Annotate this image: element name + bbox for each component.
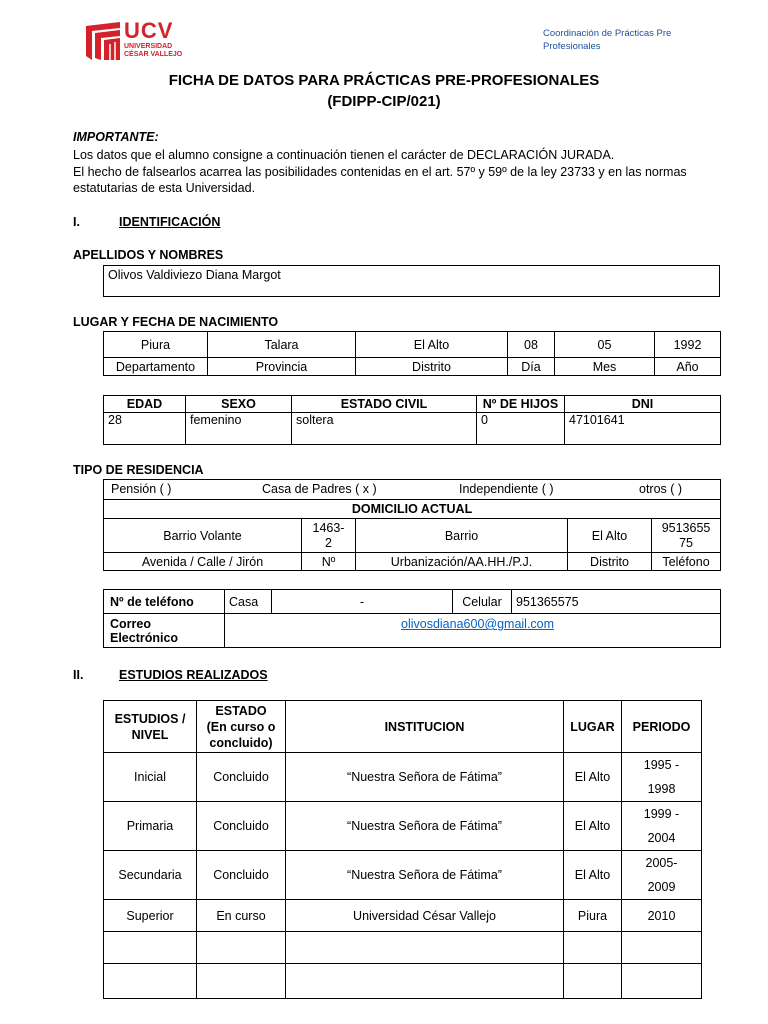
table-row	[104, 802, 702, 851]
section-number: I.	[73, 215, 80, 229]
table-row	[104, 753, 702, 802]
empty-cell	[197, 932, 286, 964]
caption: Distrito	[568, 553, 652, 571]
birth-table	[103, 331, 721, 376]
phone-label: Nº de teléfono	[104, 590, 225, 614]
caption: Avenida / Calle / Jirón	[104, 553, 302, 571]
table-row	[104, 851, 702, 900]
column-header: INSTITUCION	[286, 701, 564, 753]
status-cell: Concluido	[197, 802, 286, 851]
children-value: 0	[477, 413, 565, 445]
empty-cell	[197, 964, 286, 999]
column-header: ESTADO (En curso o concluido)	[197, 701, 286, 753]
notice-line: El hecho de falsearlos acarrea las posibilidades contenidas en el art. 57º y 59º de la ley 23733 y en las normas	[73, 164, 687, 179]
residence-options-row	[104, 480, 721, 500]
table-row	[104, 964, 702, 999]
option-parents-house: Casa de Padres ( x )	[262, 482, 377, 496]
column-header: PERIODO	[622, 701, 702, 753]
birth-month: 05	[555, 332, 655, 358]
empty-cell	[104, 932, 197, 964]
status-cell: Concluido	[197, 753, 286, 802]
column-header: DNI	[565, 396, 721, 413]
option-pension: Pensión ( )	[111, 482, 172, 496]
period-cell: 2010	[622, 900, 702, 932]
caption: Nº	[302, 553, 356, 571]
birth-day: 08	[508, 332, 555, 358]
home-label: Casa	[225, 590, 272, 614]
logo-subtitle	[124, 43, 182, 59]
email-cell	[225, 614, 721, 648]
column-header: LUGAR	[564, 701, 622, 753]
institution-cell: “Nuestra Señora de Fátima”	[286, 802, 564, 851]
birth-year: 1992	[655, 332, 721, 358]
caption: Distrito	[356, 358, 508, 376]
neighborhood-value: Barrio	[356, 519, 568, 553]
field-label: APELLIDOS Y NOMBRES	[73, 248, 224, 262]
caption: Teléfono	[652, 553, 721, 571]
residence-table	[103, 479, 721, 571]
column-header: ESTADO CIVIL	[292, 396, 477, 413]
empty-cell	[104, 964, 197, 999]
caption: Departamento	[104, 358, 208, 376]
home-phone-value: -	[272, 590, 453, 614]
birth-department: Piura	[104, 332, 208, 358]
street-number-value: 1463- 2	[302, 519, 356, 553]
empty-cell	[564, 964, 622, 999]
caption: Mes	[555, 358, 655, 376]
period-cell: 1999 - 2004	[622, 802, 702, 851]
column-header: Nº DE HIJOS	[477, 396, 565, 413]
street-value: Barrio Volante	[104, 519, 302, 553]
mobile-value: 951365575	[512, 590, 721, 614]
names-table	[103, 265, 720, 297]
status-cell: Concluido	[197, 851, 286, 900]
mobile-label: Celular	[453, 590, 512, 614]
logo-text: UCV	[124, 18, 174, 43]
field-label: TIPO DE RESIDENCIA	[73, 463, 204, 477]
place-cell: El Alto	[564, 851, 622, 900]
notice-text	[73, 147, 753, 197]
place-cell: El Alto	[564, 753, 622, 802]
level-cell: Inicial	[104, 753, 197, 802]
empty-cell	[286, 964, 564, 999]
coordination-label	[543, 27, 703, 53]
coordination-line2: Profesionales	[543, 41, 601, 52]
column-header: EDAD	[104, 396, 186, 413]
notice-line: Los datos que el alumno consigne a continuación tienen el carácter de DECLARACIÓN JURADA.	[73, 148, 615, 162]
civil-status-value: soltera	[292, 413, 477, 445]
sex-value: femenino	[186, 413, 292, 445]
caption: Día	[508, 358, 555, 376]
institution-cell: “Nuestra Señora de Fátima”	[286, 851, 564, 900]
logo-subtitle-line2: CÉSAR VALLEJO	[124, 51, 183, 58]
empty-cell	[564, 932, 622, 964]
dni-value: 47101641	[565, 413, 721, 445]
contact-table	[103, 589, 721, 648]
university-logo-icon	[86, 22, 120, 60]
section-title: IDENTIFICACIÓN	[119, 215, 221, 229]
studies-table	[103, 700, 702, 999]
domicile-title: DOMICILIO ACTUAL	[104, 500, 721, 519]
district-value: El Alto	[568, 519, 652, 553]
level-cell: Superior	[104, 900, 197, 932]
document-code: (FDIPP-CIP/021)	[327, 93, 441, 110]
column-header: ESTUDIOS / NIVEL	[104, 701, 197, 753]
period-cell: 1995 - 1998	[622, 753, 702, 802]
institution-cell: Universidad César Vallejo	[286, 900, 564, 932]
place-cell: Piura	[564, 900, 622, 932]
field-label: LUGAR Y FECHA DE NACIMIENTO	[73, 315, 279, 329]
caption: Provincia	[208, 358, 356, 376]
level-cell: Secundaria	[104, 851, 197, 900]
caption: Urbanización/AA.HH./P.J.	[356, 553, 568, 571]
empty-cell	[286, 932, 564, 964]
phone-value: 9513655 75	[652, 519, 721, 553]
place-cell: El Alto	[564, 802, 622, 851]
age-value: 28	[104, 413, 186, 445]
logo-subtitle-line1: UNIVERSIDAD	[124, 43, 173, 50]
table-row	[104, 932, 702, 964]
status-cell: En curso	[197, 900, 286, 932]
email-label: Correo Electrónico	[104, 614, 225, 648]
coordination-line1: Coordinación de Prácticas Pre	[543, 28, 672, 39]
document-title: FICHA DE DATOS PARA PRÁCTICAS PRE-PROFESIONALES	[168, 72, 600, 89]
notice-line: estatutarias de esta Universidad.	[73, 181, 256, 195]
section-number: II.	[73, 668, 84, 682]
table-row	[104, 900, 702, 932]
personal-table	[103, 395, 721, 445]
level-cell: Primaria	[104, 802, 197, 851]
empty-cell	[622, 964, 702, 999]
birth-district: El Alto	[356, 332, 508, 358]
period-cell: 2005- 2009	[622, 851, 702, 900]
column-header: SEXO	[186, 396, 292, 413]
caption: Año	[655, 358, 721, 376]
empty-cell	[622, 932, 702, 964]
names-value: Olivos Valdiviezo Diana Margot	[104, 266, 720, 297]
section-title: ESTUDIOS REALIZADOS	[119, 668, 268, 682]
option-other: otros ( )	[639, 482, 683, 496]
birth-province: Talara	[208, 332, 356, 358]
option-independent: Independiente ( )	[459, 482, 554, 496]
notice-heading: IMPORTANTE:	[73, 130, 159, 144]
email-link[interactable]: olivosdiana600@gmail.com	[401, 617, 555, 631]
institution-cell: “Nuestra Señora de Fátima”	[286, 753, 564, 802]
